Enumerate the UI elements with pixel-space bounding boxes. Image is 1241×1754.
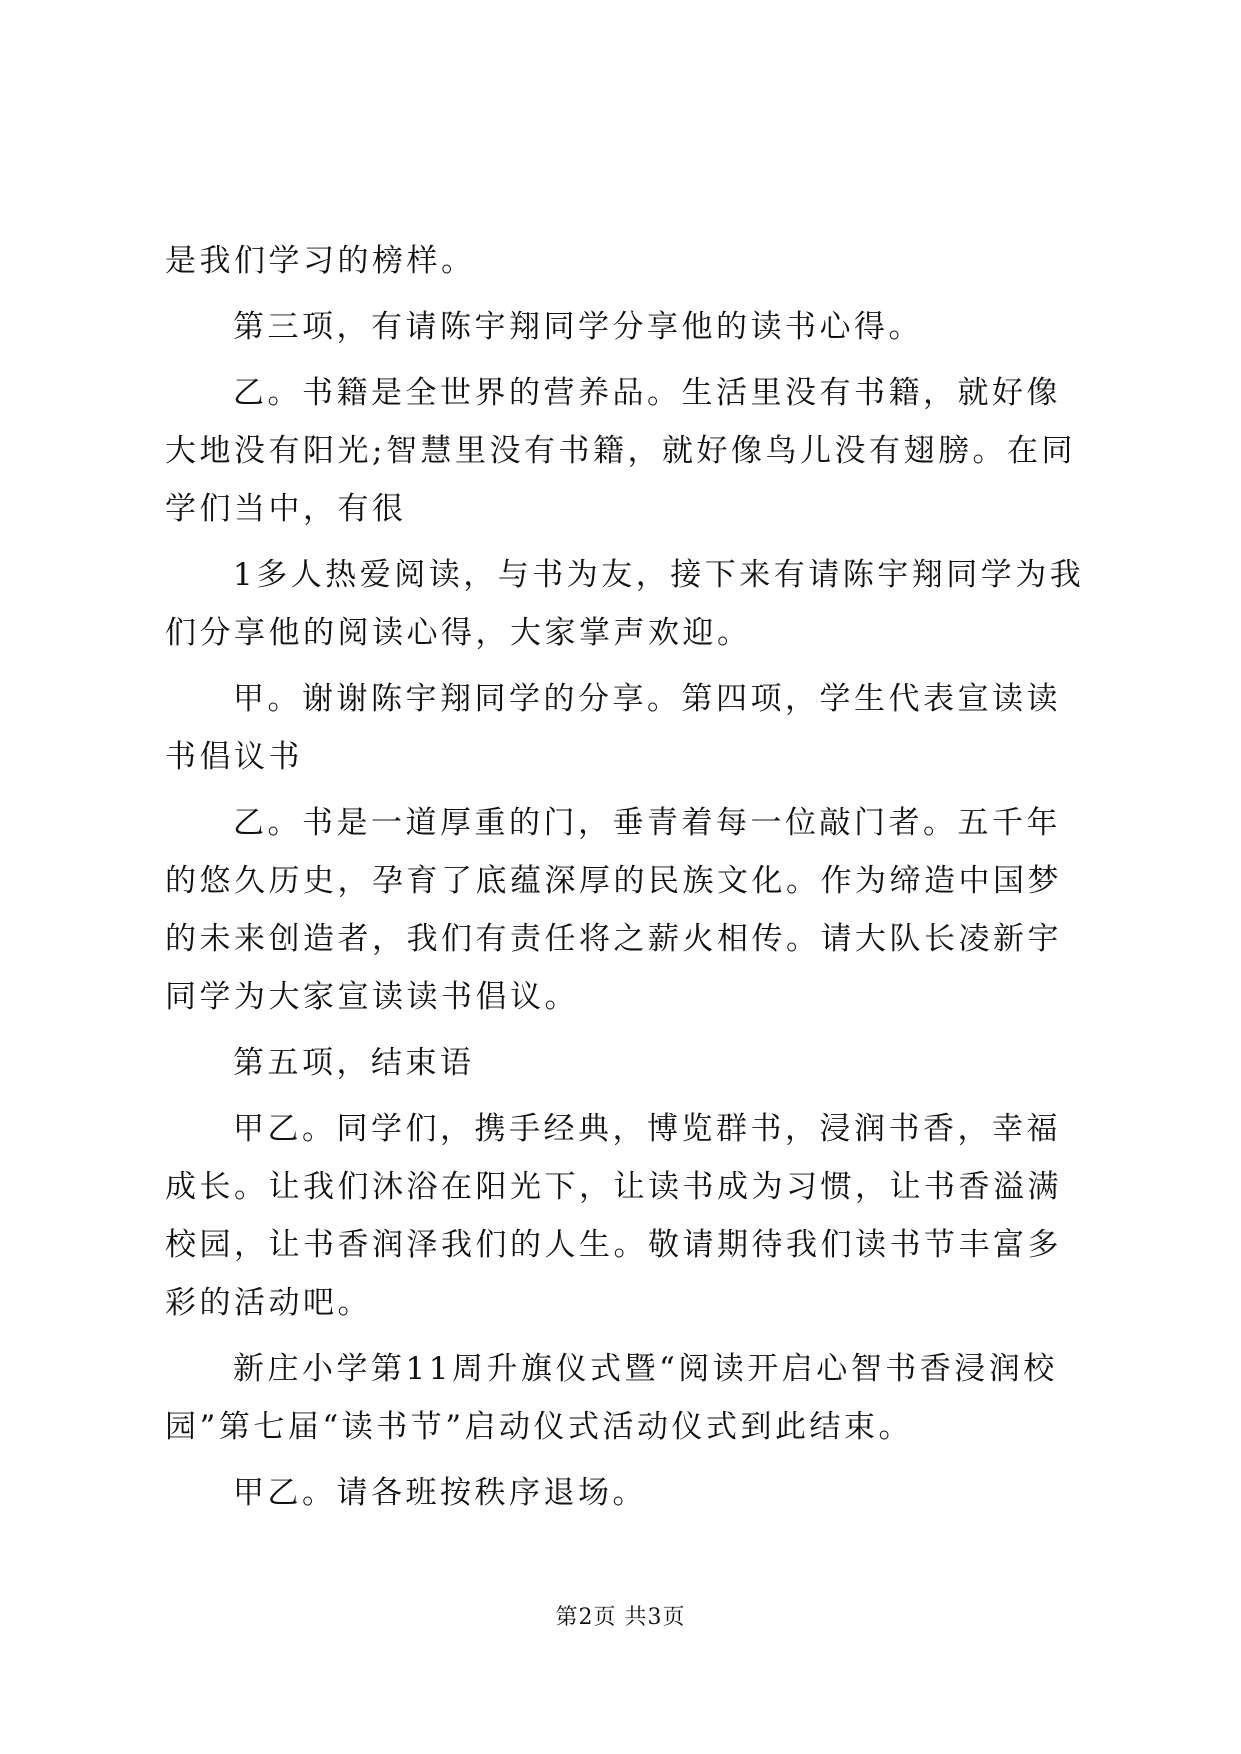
paragraph: 第三项，有请陈宇翔同学分享他的读书心得。 (233, 309, 923, 345)
page-number-footer: 第2页 共3页 (555, 1605, 686, 1630)
paragraph: 第五项，结束语 (233, 1045, 475, 1081)
paragraph: 新庄小学第11周升旗仪式暨“阅读开启心智书香浸润校园”第七届“读书节”启动仪式活动仪式到此结束。 (165, 1351, 1058, 1445)
paragraph: 乙。书是一道厚重的门，垂青着每一位敲门者。五千年的悠久历史，孕育了底蕴深厚的民族文化。作为缔造中国梦的未来创造者，我们有责任将之薪火相传。请大队长凌新宇同学为大家宣读读书倡议。 (165, 805, 1062, 1015)
paragraph: 甲乙。同学们，携手经典，博览群书，浸润书香，幸福成长。让我们沐浴在阳光下，让读书成为习惯，让书香溢满校园，让书香润泽我们的人生。敬请期待我们读书节丰富多彩的活动吧。 (165, 1111, 1062, 1321)
paragraph: 乙。书籍是全世界的营养品。生活里没有书籍，就好像大地没有阳光;智慧里没有书籍，就好像鸟儿没有翅膀。在同学们当中，有很 (165, 375, 1076, 527)
paragraph: 是我们学习的榜样。 (165, 243, 476, 279)
paragraph: 甲。谢谢陈宇翔同学的分享。第四项，学生代表宣读读书倡议书 (165, 681, 1061, 775)
paragraph: 1多人热爱阅读，与书为友，接下来有请陈宇翔同学为我们分享他的阅读心得，大家掌声欢迎。 (165, 557, 1085, 651)
document-body (165, 232, 1085, 1530)
paragraph: 甲乙。请各班按秩序退场。 (233, 1475, 647, 1511)
